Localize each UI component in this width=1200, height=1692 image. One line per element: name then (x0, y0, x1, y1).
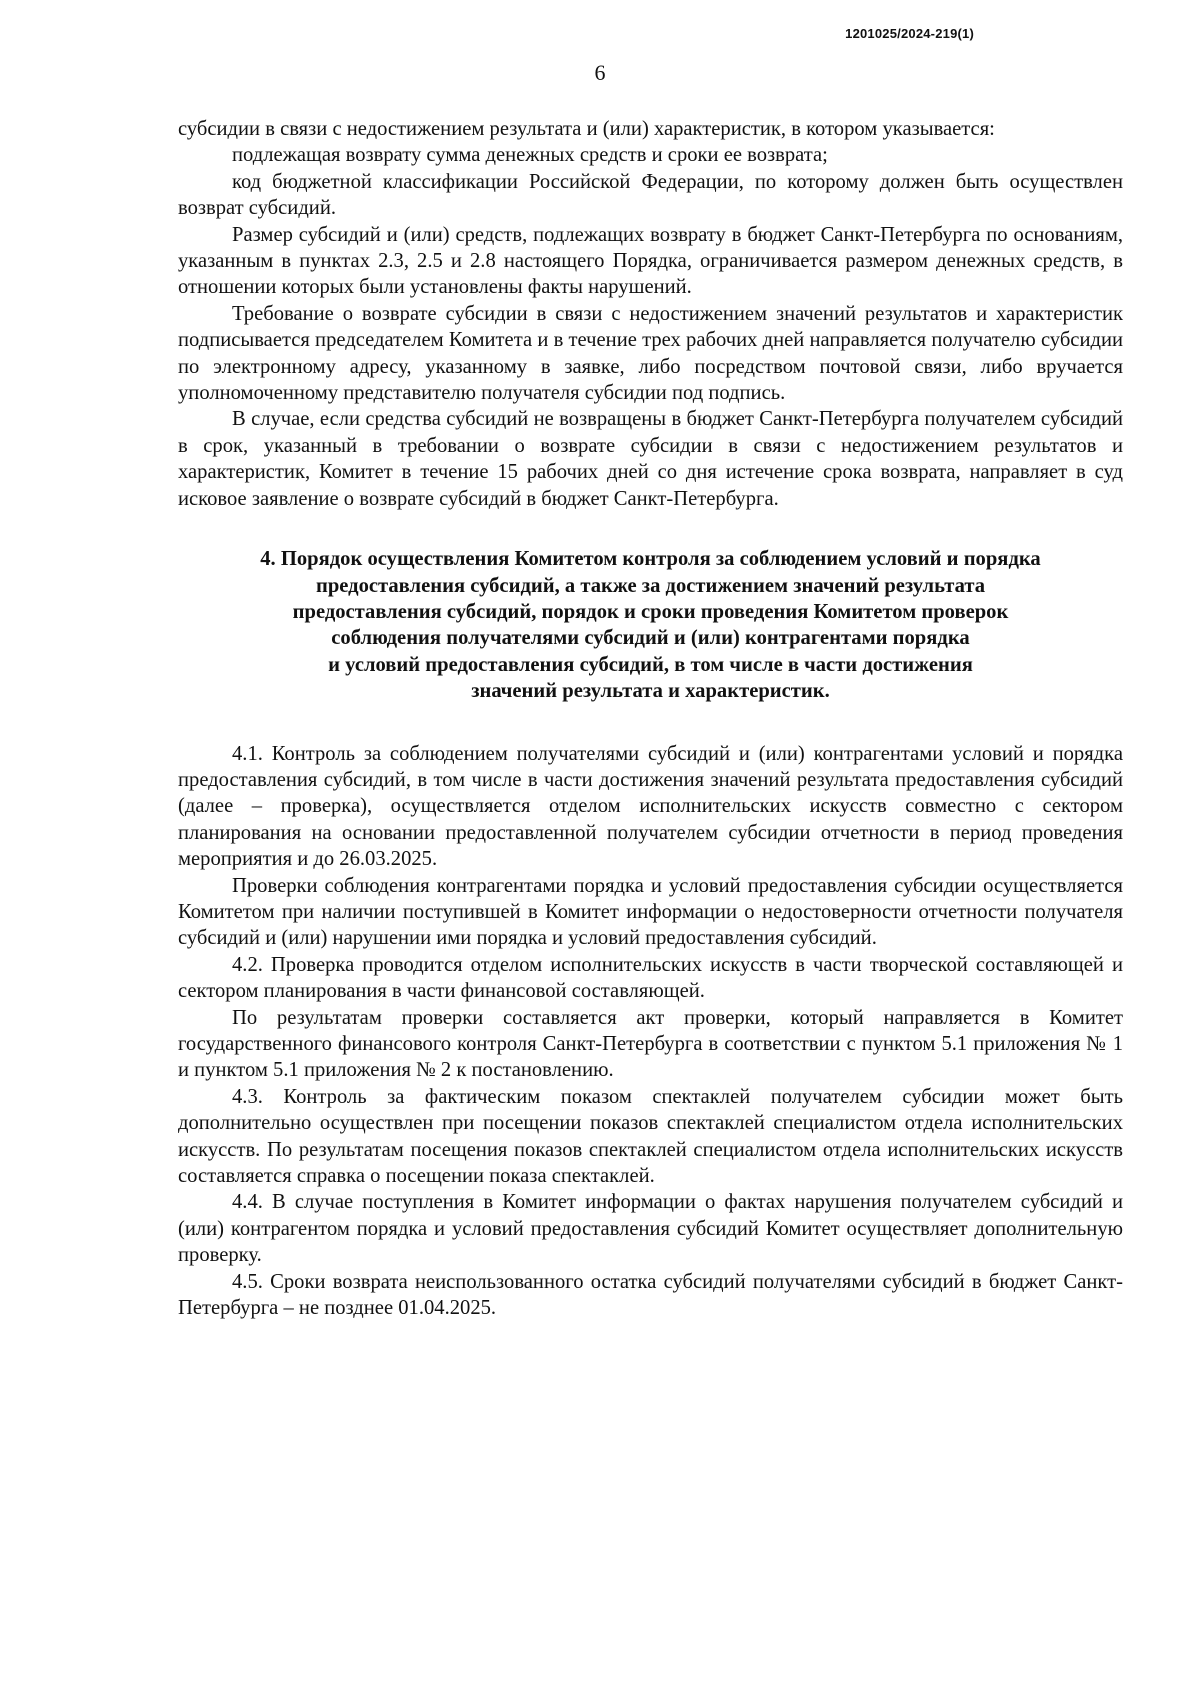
heading-line: предоставления субсидий, порядок и сроки проведения Комитетом проверок (292, 600, 1009, 623)
heading-line: значений результата и характеристик. (471, 680, 830, 703)
paragraph: подлежащая возврату сумма денежных средств и сроки ее возврата; (232, 144, 828, 167)
paragraph: 4.5. Сроки возврата неиспользованного остатка субсидий получателями субсидий в бюджет Санкт-Петербурга – не позднее 01.04.2025. (178, 1270, 1123, 1320)
heading-line: 4. Порядок осуществления Комитетом контроля за соблюдением условий и порядка (260, 548, 1041, 571)
document-body (178, 116, 1123, 1321)
page-number: 6 (594, 60, 606, 85)
paragraph: Размер субсидий и (или) средств, подлежащих возврату в бюджет Санкт-Петербурга по основаниям, указанным в пунктах 2.3, 2.5 и 2.8 настоящего Порядка, ограничивается размером денежных средств, в отношении которых были установлены факты нарушений. (178, 223, 1123, 299)
paragraph: код бюджетной классификации Российской Федерации, по которому должен быть осуществлен возврат субсидий. (178, 170, 1123, 220)
paragraph: 4.4. В случае поступления в Комитет информации о фактах нарушения получателем субсидий и (или) контрагентом порядка и условий предоставления субсидий Комитет осуществляет дополнительную проверку. (178, 1191, 1123, 1267)
section-4-heading (178, 546, 1123, 704)
heading-line: соблюдения получателями субсидий и (или) контрагентами порядка (331, 627, 970, 650)
heading-line: предоставления субсидий, а также за достижением значений результата (315, 574, 986, 597)
paragraph: Проверки соблюдения контрагентами порядка и условий предоставления субсидии осуществляется Комитетом при наличии поступившей в Комитет информации о недостоверности отчетности получателя субсидий и (или) нарушении ими порядка и условий предоставления субсидий. (178, 874, 1123, 950)
paragraph: 4.3. Контроль за фактическим показом спектаклей получателем субсидии может быть дополнительно осуществлен при посещении показов спектаклей специалистом отдела исполнительских искусств. По результатам посещения показов спектаклей специалистом отдела исполнительских искусств составляется справка о посещении показа спектаклей. (178, 1085, 1123, 1188)
heading-line: и условий предоставления субсидий, в том числе в части достижения (328, 653, 973, 676)
paragraph: субсидии в связи с недостижением результата и (или) характеристик, в котором указывается: (178, 118, 995, 140)
paragraph: 4.1. Контроль за соблюдением получателями субсидий и (или) контрагентами условий и порядка предоставления субсидий, в том числе в части достижения значений результата предоставления субсидий (далее – проверка), осуществляется отделом исполнительских искусств совместно с сектором планирования на основании предоставленной получателем субсидии отчетности в период проведения мероприятия и до 26.03.2025. (178, 742, 1123, 871)
paragraph: По результатам проверки составляется акт проверки, который направляется в Комитет государственного финансового контроля Санкт-Петербурга в соответствии с пунктом 5.1 приложения № 1 и пунктом 5.1 приложения № 2 к постановлению. (178, 1006, 1123, 1082)
paragraph: В случае, если средства субсидий не возвращены в бюджет Санкт-Петербурга получателем субсидий в срок, указанный в требовании о возврате субсидии в связи с недостижением результатов и характеристик, Комитет в течение 15 рабочих дней со дня истечение срока возврата, направляет в суд исковое заявление о возврате субсидий в бюджет Санкт-Петербурга. (178, 408, 1123, 510)
document-id: 1201025/2024-219(1) (845, 26, 974, 41)
paragraph: 4.2. Проверка проводится отделом исполнительских искусств в части творческой составляющей и сектором планирования в части финансовой составляющей. (178, 953, 1123, 1003)
paragraph: Требование о возврате субсидии в связи с недостижением значений результатов и характеристик подписывается председателем Комитета и в течение трех рабочих дней направляется получателю субсидии по электронному адресу, указанному в заявке, либо посредством почтовой связи, либо вручается уполномоченному представителю получателя субсидии под подпись. (178, 302, 1123, 405)
